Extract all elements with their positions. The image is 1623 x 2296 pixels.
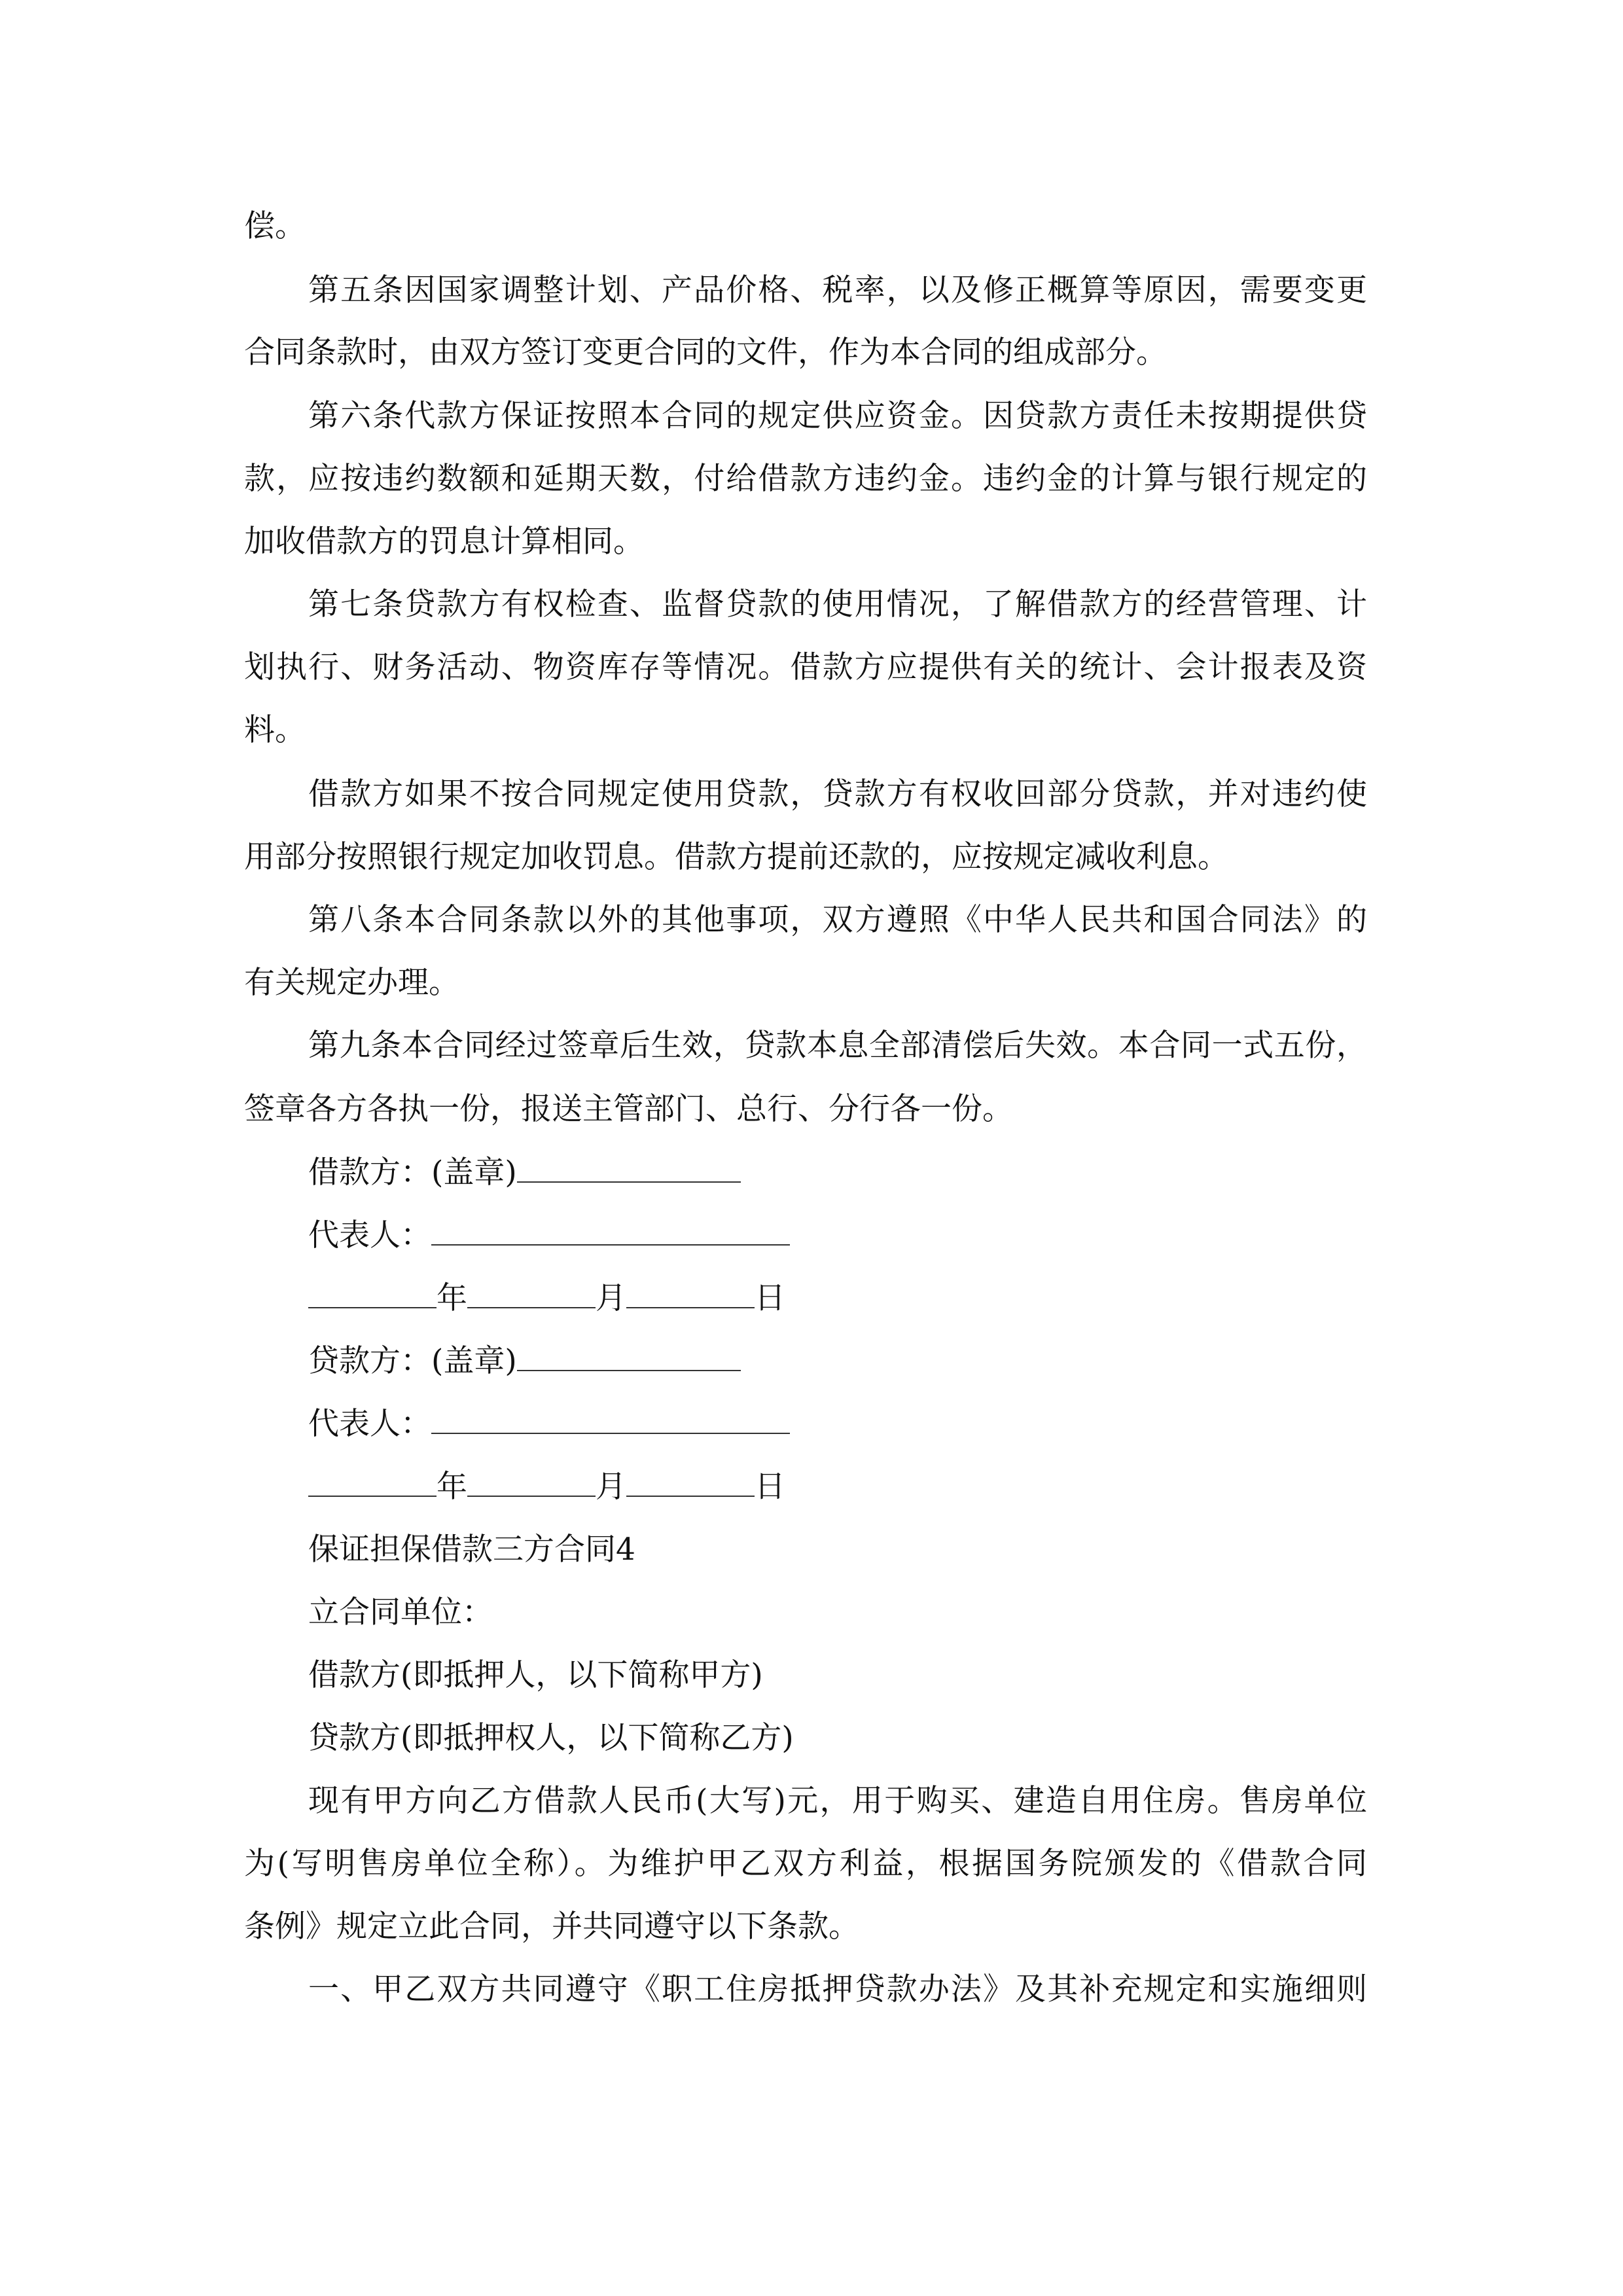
- year-blank: [308, 1467, 437, 1497]
- text-line: 为(写明售房单位全称）。为维护甲乙双方利益，根据国务院颁发的《借款合同: [244, 1846, 1367, 1882]
- text-line: 合同条款时，由双方签订变更合同的文件，作为本合同的组成部分。: [244, 334, 1167, 370]
- borrower-seal-line: [308, 1153, 741, 1192]
- text-line: 有关规定办理。: [244, 965, 459, 1001]
- representative-blank: [431, 1215, 790, 1246]
- text-line: 用部分按照银行规定加收罚息。借款方提前还款的，应按规定减收利息。: [244, 839, 1228, 875]
- contract-title: 保证担保借款三方合同4: [308, 1532, 635, 1568]
- text-line: 料。: [244, 712, 306, 748]
- party-a-line: 借款方(即抵押人，以下简称甲方): [308, 1657, 763, 1693]
- day-blank: [626, 1467, 755, 1497]
- day-label: 日: [755, 1280, 785, 1316]
- parties-label: 立合同单位：: [308, 1594, 493, 1630]
- borrower-seal-label: 借款方：(盖章): [308, 1155, 517, 1191]
- text-line: 现有甲方向乙方借款人民币(大写)元，用于购买、建造自用住房。售房单位: [308, 1783, 1367, 1819]
- clause-1-line: 一、甲乙双方共同遵守《职工住房抵押贷款办法》及其补充规定和实施细则: [308, 1971, 1367, 2007]
- party-b-line: 贷款方(即抵押权人，以下简称乙方): [308, 1720, 794, 1756]
- month-label: 月: [596, 1280, 626, 1316]
- text-line: 第六条代款方保证按照本合同的规定供应资金。因贷款方责任未按期提供贷: [308, 398, 1367, 434]
- lender-seal-blank: [517, 1341, 741, 1371]
- text-line: 第九条本合同经过签章后生效，贷款本息全部清偿后失效。本合同一式五份，: [308, 1028, 1367, 1064]
- year-label: 年: [437, 1280, 467, 1316]
- lender-representative-line: [308, 1404, 790, 1443]
- lender-seal-label: 贷款方：(盖章): [308, 1343, 517, 1379]
- text-line: 款，应按违约数额和延期天数，付给借款方违约金。违约金的计算与银行规定的: [244, 461, 1367, 497]
- text-line: 第八条本合同条款以外的其他事项，双方遵照《中华人民共和国合同法》的: [308, 902, 1367, 938]
- lender-seal-line: [308, 1341, 741, 1380]
- borrower-seal-blank: [517, 1153, 741, 1183]
- representative-label: 代表人：: [308, 1406, 431, 1442]
- month-blank: [467, 1467, 596, 1497]
- text-line: 借款方如果不按合同规定使用贷款，贷款方有权收回部分贷款，并对违约使: [308, 776, 1367, 812]
- representative-blank: [431, 1404, 790, 1434]
- text-line: 加收借款方的罚息计算相同。: [244, 524, 644, 560]
- text-line: 第五条因国家调整计划、产品价格、税率，以及修正概算等原因，需要变更: [308, 272, 1367, 308]
- month-label: 月: [596, 1469, 626, 1505]
- borrower-date-line: [308, 1278, 785, 1318]
- text-line: 签章各方各执一份，报送主管部门、总行、分行各一份。: [244, 1091, 1013, 1127]
- year-label: 年: [437, 1469, 467, 1505]
- text-line: 偿。: [244, 208, 306, 244]
- month-blank: [467, 1278, 596, 1308]
- year-blank: [308, 1278, 437, 1308]
- day-label: 日: [755, 1469, 785, 1505]
- text-line: 划执行、财务活动、物资库存等情况。借款方应提供有关的统计、会计报表及资: [244, 649, 1367, 685]
- text-line: 条例》规定立此合同，并共同遵守以下条款。: [244, 1909, 859, 1945]
- day-blank: [626, 1278, 755, 1308]
- representative-label: 代表人：: [308, 1217, 431, 1253]
- lender-date-line: [308, 1467, 785, 1506]
- borrower-representative-line: [308, 1215, 790, 1255]
- text-line: 第七条贷款方有权检查、监督贷款的使用情况，了解借款方的经营管理、计: [308, 586, 1367, 622]
